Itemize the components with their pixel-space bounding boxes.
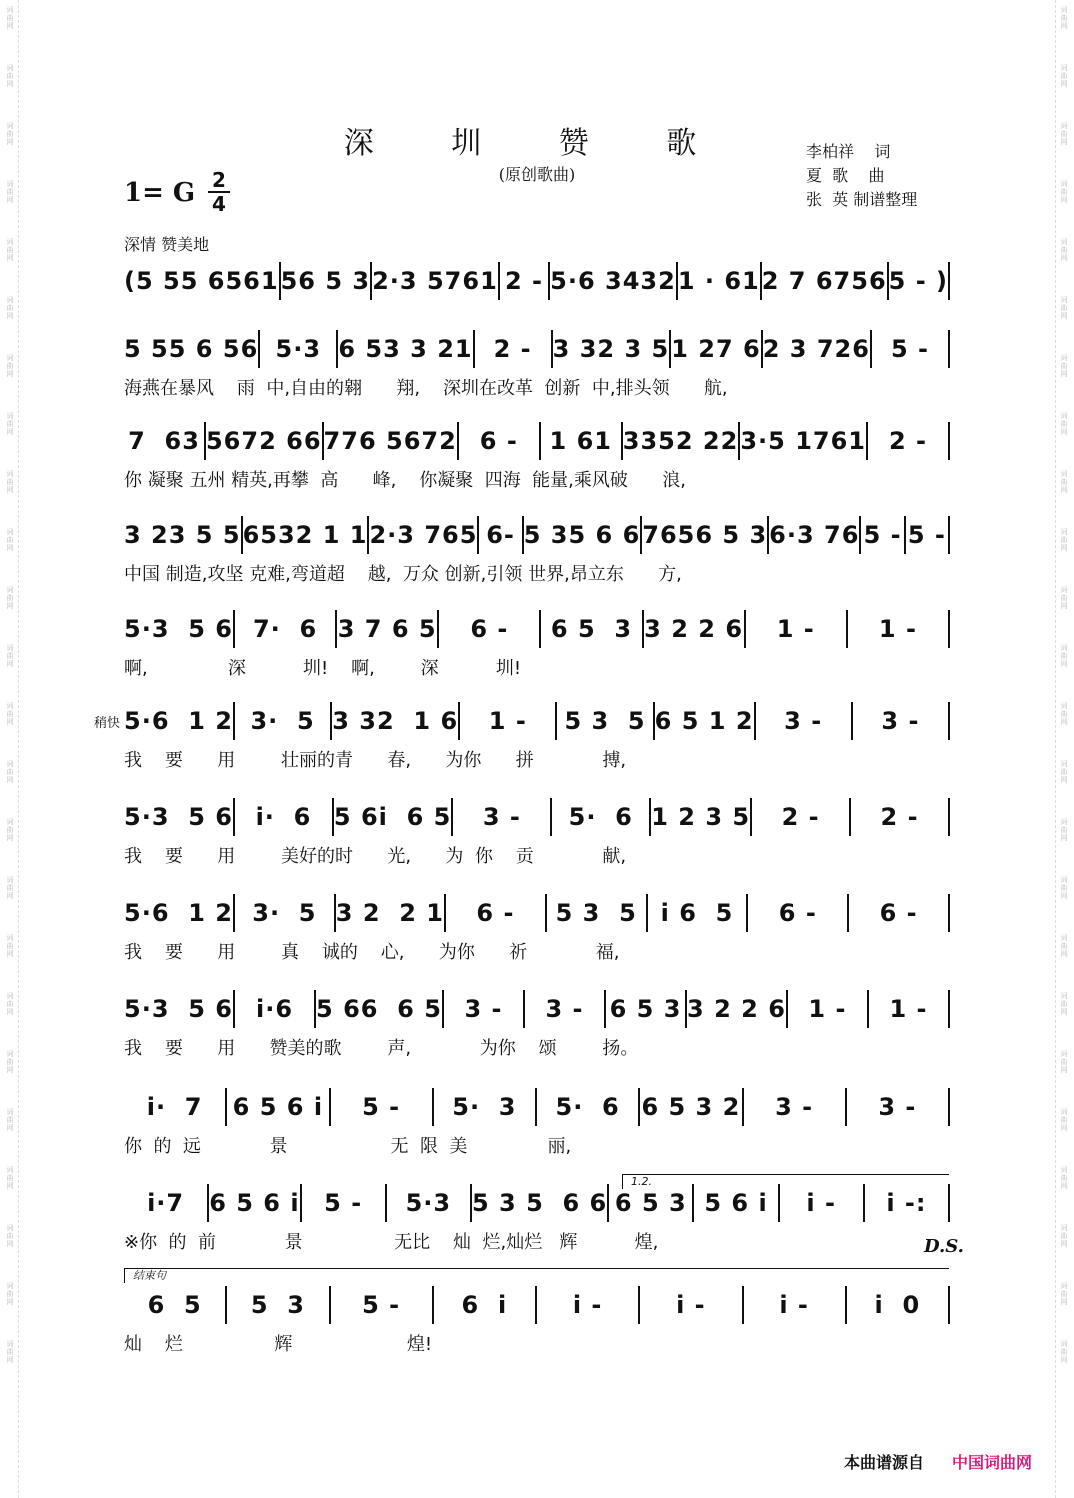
measure: 5 - (863, 521, 902, 549)
measure: 5 6i 6 5 (333, 803, 452, 831)
measure: 3 - (545, 995, 584, 1023)
measure: 5· 3 (452, 1093, 517, 1121)
bar-line (948, 262, 950, 300)
key-signature: 1= G (124, 178, 196, 208)
bar-line (948, 1286, 950, 1324)
measure: 5·3 5 6 (124, 803, 233, 831)
lyric-line: 你 凝聚 五州 精英,再攀 高 峰, 你凝聚 四海 能量,乘风破 浪, (124, 470, 686, 491)
time-signature (208, 170, 230, 214)
measure: 5· 6 (555, 1093, 620, 1121)
left-margin-watermark: 词曲网 词曲网 词曲网 词曲网 词曲网 词曲网 词曲网 词曲网 词曲网 词曲网 词曲网 词曲网 词曲网 词曲网 词曲网 词曲网 词曲网 词曲网 词曲网 词曲网 词曲网 词曲网 词曲网 词曲网 (2, 0, 19, 1498)
measure: i - (572, 1291, 603, 1319)
measure: 3 - (482, 803, 521, 831)
measure: 5·6 3432 (550, 267, 676, 295)
measure: 6·3 76 (769, 521, 860, 549)
volta-ending-phrase (124, 1268, 949, 1283)
lyricist-credit: 李柏祥 词 (806, 142, 891, 161)
measure: 3 32 1 6 (332, 707, 459, 735)
measure: 6 5 3 2 (641, 1093, 741, 1121)
notation-line (124, 988, 950, 1030)
measure: 776 5672 (323, 427, 457, 455)
time-signature-bottom: 4 (212, 192, 226, 216)
bar-line (948, 990, 950, 1028)
measure: 3 - (784, 707, 823, 735)
notation-line (124, 260, 950, 302)
measure: i - (779, 1291, 809, 1319)
measure: 5 - (907, 521, 946, 549)
measure: 7· 6 (252, 615, 318, 643)
measure: 5 - (324, 1189, 363, 1217)
measure: 6532 1 1 (242, 521, 368, 549)
composer-credit: 夏 歌 曲 (806, 166, 885, 185)
measure: 6 5 6 i (232, 1093, 324, 1121)
measure: 5 3 5 (564, 707, 646, 735)
song-subtitle: (原创歌曲) (498, 165, 576, 184)
measure: 6 - (470, 615, 509, 643)
measure: 2 - (493, 335, 532, 363)
lyric-line: 啊, 深 圳! 啊, 深 圳! (124, 658, 522, 679)
measure: 5 35 6 6 (523, 521, 641, 549)
bar-line (948, 1184, 950, 1222)
bar-line (948, 330, 950, 368)
bar-line (948, 798, 950, 836)
dal-segno-mark: D.S. (924, 1236, 964, 1257)
measure: 6 5 3 (614, 1189, 687, 1217)
volta-ending-phrase-label: 结束句 (133, 1269, 166, 1282)
measure: 6- (486, 521, 515, 549)
notation-line (124, 420, 950, 462)
measure: 5 - ) (888, 267, 948, 295)
measure: 2 - (880, 803, 919, 831)
song-title: 深 圳 赞 歌 (343, 126, 731, 161)
measure: 5 3 5 6 6 (471, 1189, 608, 1217)
measure: 7656 5 3 (642, 521, 768, 549)
measure: 2 - (888, 427, 927, 455)
tempo-change-mark: 稍快 (94, 716, 121, 731)
notation-line (124, 608, 950, 650)
lyric-line: 中国 制造,攻坚 克难,弯道超 越, 万众 创新,引领 世界,昂立东 方, (124, 564, 682, 585)
notation-line (124, 700, 950, 742)
expression-mark: 深情 赞美地 (124, 235, 210, 254)
time-signature-top: 2 (212, 168, 226, 192)
measure: 6 - (778, 899, 817, 927)
bar-line (948, 894, 950, 932)
measure: 1 - (878, 615, 917, 643)
bar-line (948, 610, 950, 648)
measure: 7 63 (128, 427, 200, 455)
measure: 2 7 6756 (761, 267, 887, 295)
measure: 5·3 (275, 335, 322, 363)
lyric-line: ※你 的 前 景 无比 灿 烂,灿烂 辉 煌, (124, 1232, 659, 1253)
notation-line (124, 1284, 950, 1326)
measure: i 6 5 (660, 899, 734, 927)
measure: 56 5 3 (280, 267, 371, 295)
measure: 5 66 6 5 (316, 995, 442, 1023)
measure: i· 6 (255, 803, 312, 831)
measure: 1 61 (549, 427, 612, 455)
measure: 6 i (461, 1291, 508, 1319)
measure: 5 3 (250, 1291, 305, 1319)
measure: 1 - (488, 707, 527, 735)
measure: 5· 6 (568, 803, 633, 831)
measure: 1 - (889, 995, 928, 1023)
lyric-line: 你 的 远 景 无 限 美 丽, (124, 1136, 572, 1157)
measure: 5·3 5 6 (124, 995, 233, 1023)
measure: 6 5 3 (609, 995, 682, 1023)
measure: 1 - (776, 615, 815, 643)
measure: i·6 (255, 995, 294, 1023)
lyric-line: 我 要 用 赞美的歌 声, 为你 颂 扬。 (124, 1038, 639, 1059)
lyric-line: 我 要 用 壮丽的青 春, 为你 拼 搏, (124, 750, 627, 771)
measure: (5 55 6561 (124, 267, 279, 295)
measure: 3 - (464, 995, 503, 1023)
measure: 3 - (775, 1093, 814, 1121)
measure: 5·6 1 2 (124, 899, 233, 927)
right-margin-watermark: 词曲网 词曲网 词曲网 词曲网 词曲网 词曲网 词曲网 词曲网 词曲网 词曲网 词曲网 词曲网 词曲网 词曲网 词曲网 词曲网 词曲网 词曲网 词曲网 词曲网 词曲网 词曲网 词曲网 词曲网 (1055, 0, 1072, 1498)
measure: 3 2 2 6 (687, 995, 786, 1023)
volta-first-ending (622, 1174, 949, 1189)
measure: 6 - (479, 427, 518, 455)
measure: 6 5 (147, 1291, 202, 1319)
measure: 2·3 765 (369, 521, 478, 549)
measure: 3352 22 (622, 427, 739, 455)
measure: 2 3 726 (762, 335, 870, 363)
measure: 1 27 6 (671, 335, 761, 363)
footer-site-name: 中国词曲网 (952, 1453, 1033, 1472)
volta-first-ending-label: 1.2. (631, 1175, 652, 1188)
lyric-line: 灿 烂 辉 煌! (124, 1334, 433, 1355)
measure: 3· 5 (252, 899, 317, 927)
bar-line (948, 422, 950, 460)
footer-source-label: 本曲谱源自 (844, 1453, 925, 1472)
measure: 5·3 (405, 1189, 452, 1217)
measure: 5 - (362, 1291, 401, 1319)
measure: 3·5 1761 (740, 427, 866, 455)
measure: 2 - (781, 803, 820, 831)
measure: 6 5 3 (550, 615, 633, 643)
measure: 3 7 6 5 (337, 615, 437, 643)
measure: 6 53 3 21 (338, 335, 473, 363)
lyric-line: 我 要 用 美好的时 光, 为 你 贡 献, (124, 846, 627, 867)
measure: 5 3 5 (555, 899, 637, 927)
measure: 3 2 2 6 (644, 615, 744, 643)
notation-line (124, 328, 950, 370)
measure: 1 · 61 (677, 267, 760, 295)
measure: 3 - (878, 1093, 917, 1121)
lyric-line: 海燕在暴风 雨 中,自由的翱 翔, 深圳在改革 创新 中,排头领 航, (124, 378, 728, 399)
notation-line (124, 796, 950, 838)
measure: 1 2 3 5 (651, 803, 751, 831)
measure: 5 - (362, 1093, 401, 1121)
measure: 5 6 i (704, 1189, 768, 1217)
measure: i 0 (874, 1291, 921, 1319)
measure: 5 - (890, 335, 929, 363)
measure: i· 7 (146, 1093, 203, 1121)
measure: 1 - (808, 995, 847, 1023)
measure: 2·3 5761 (372, 267, 498, 295)
arranger-credit: 张 英 制谱整理 (806, 190, 918, 209)
bar-line (948, 1088, 950, 1126)
measure: 6 - (476, 899, 515, 927)
measure: 5·3 5 6 (124, 615, 233, 643)
notation-line (124, 1086, 950, 1128)
bar-line (948, 516, 950, 554)
notation-line (124, 892, 950, 934)
measure: 2 - (504, 267, 543, 295)
measure: 3 23 5 5 (124, 521, 241, 549)
lyric-line: 我 要 用 真 诚的 心, 为你 祈 福, (124, 942, 620, 963)
measure: 5 55 6 56 (124, 335, 259, 363)
credits (806, 140, 917, 212)
measure: i - (676, 1291, 706, 1319)
measure: i - (806, 1189, 836, 1217)
measure: 6 5 6 i (209, 1189, 300, 1217)
measure: i·7 (147, 1189, 185, 1217)
measure: 3 2 2 1 (335, 899, 444, 927)
notation-line (124, 514, 950, 556)
measure: 6 - (879, 899, 918, 927)
measure: 6 5 1 2 (654, 707, 754, 735)
measure: 3· 5 (250, 707, 315, 735)
measure: 3 32 3 5 (552, 335, 670, 363)
measure: i -: (886, 1189, 927, 1217)
bar-line (948, 702, 950, 740)
measure: 3 - (881, 707, 920, 735)
measure: 5·6 1 2 (124, 707, 233, 735)
measure: 5672 66 (205, 427, 322, 455)
